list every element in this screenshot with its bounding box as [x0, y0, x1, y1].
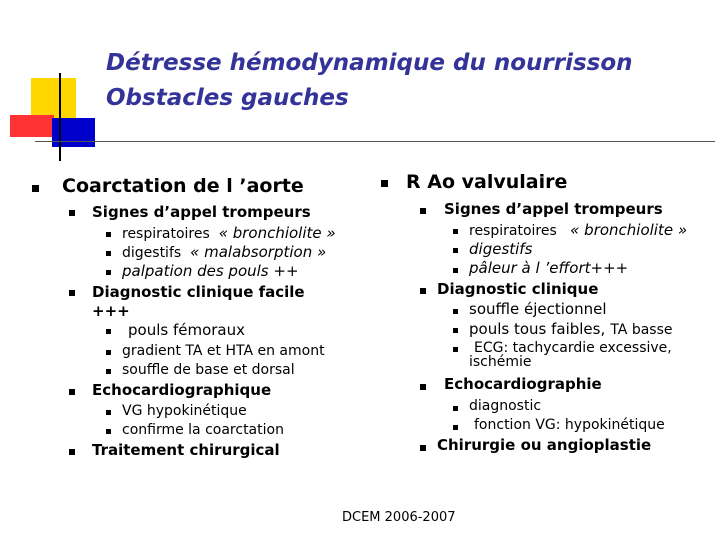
- slide-title-line1: Détresse hémodynamique du nourrisson: [106, 50, 633, 76]
- bullet-icon: [106, 270, 111, 275]
- left-heading: Coarctation de l ’aorte: [62, 175, 304, 197]
- left-echo-item: VG hypokinétique: [122, 403, 247, 419]
- bullet-icon: [420, 288, 426, 294]
- slide-footer: DCEM 2006-2007: [342, 510, 456, 525]
- bullet-icon: [420, 208, 426, 214]
- right-signs-label: Signes d’appel trompeurs: [444, 200, 663, 218]
- bullet-icon: [32, 185, 39, 192]
- left-diagnosis-item: gradient TA et HTA en amont: [122, 343, 325, 359]
- right-signs-item: digestifs: [469, 240, 533, 258]
- bullet-icon: [106, 410, 111, 415]
- decor-vertical-line: [59, 73, 61, 161]
- slide-title-line2: Obstacles gauches: [106, 85, 349, 111]
- bullet-icon: [69, 290, 75, 296]
- bullet-icon: [106, 429, 111, 434]
- bullet-icon: [106, 369, 111, 374]
- right-diagnosis-item: ischémie: [469, 354, 532, 370]
- right-signs-item: pâleur à l ’effort+++: [469, 259, 629, 277]
- bullet-icon: [69, 449, 75, 455]
- left-diagnosis-item: pouls fémoraux: [128, 321, 245, 339]
- left-diagnosis-label-line1: Diagnostic clinique facile: [92, 283, 305, 301]
- bullet-icon: [453, 347, 458, 352]
- right-diagnosis-item: souffle éjectionnel: [469, 300, 607, 318]
- bullet-icon: [69, 210, 75, 216]
- bullet-icon: [453, 268, 458, 273]
- bullet-icon: [453, 406, 458, 411]
- left-signs-item: respiratoires « bronchiolite »: [122, 224, 336, 242]
- right-heading: R Ao valvulaire: [406, 171, 568, 193]
- bullet-icon: [453, 309, 458, 314]
- left-diagnosis-item: souffle de base et dorsal: [122, 362, 295, 378]
- left-echo-label: Echocardiographique: [92, 381, 272, 399]
- bullet-icon: [106, 329, 111, 334]
- right-echo-item: diagnostic: [469, 398, 542, 414]
- right-treatment-label: Chirurgie ou angioplastie: [437, 436, 652, 454]
- bullet-icon: [106, 251, 111, 256]
- bullet-icon: [453, 425, 458, 430]
- bullet-icon: [453, 248, 458, 253]
- left-treatment-label: Traitement chirurgical: [92, 441, 280, 459]
- bullet-icon: [420, 384, 426, 390]
- left-signs-label: Signes d’appel trompeurs: [92, 203, 311, 221]
- decor-horizontal-line: [35, 141, 715, 142]
- bullet-icon: [453, 229, 458, 234]
- right-diagnosis-label: Diagnostic clinique: [437, 280, 599, 298]
- right-echo-label: Echocardiographie: [444, 375, 602, 393]
- left-diagnosis-label-line2: +++: [92, 302, 130, 320]
- bullet-icon: [106, 350, 111, 355]
- left-signs-item: palpation des pouls ++: [122, 262, 299, 280]
- bullet-icon: [381, 180, 388, 187]
- left-signs-item: digestifs « malabsorption »: [122, 243, 327, 261]
- right-diagnosis-item: ECG: tachycardie excessive,: [474, 340, 672, 356]
- decor-red-square: [10, 115, 54, 137]
- bullet-icon: [106, 232, 111, 237]
- right-diagnosis-item: pouls tous faibles, TA basse: [469, 320, 673, 338]
- bullet-icon: [69, 389, 75, 395]
- left-echo-item: confirme la coarctation: [122, 422, 284, 438]
- right-signs-item: respiratoires « bronchiolite »: [469, 221, 688, 239]
- right-echo-item: fonction VG: hypokinétique: [474, 417, 665, 433]
- bullet-icon: [420, 445, 426, 451]
- bullet-icon: [453, 328, 458, 333]
